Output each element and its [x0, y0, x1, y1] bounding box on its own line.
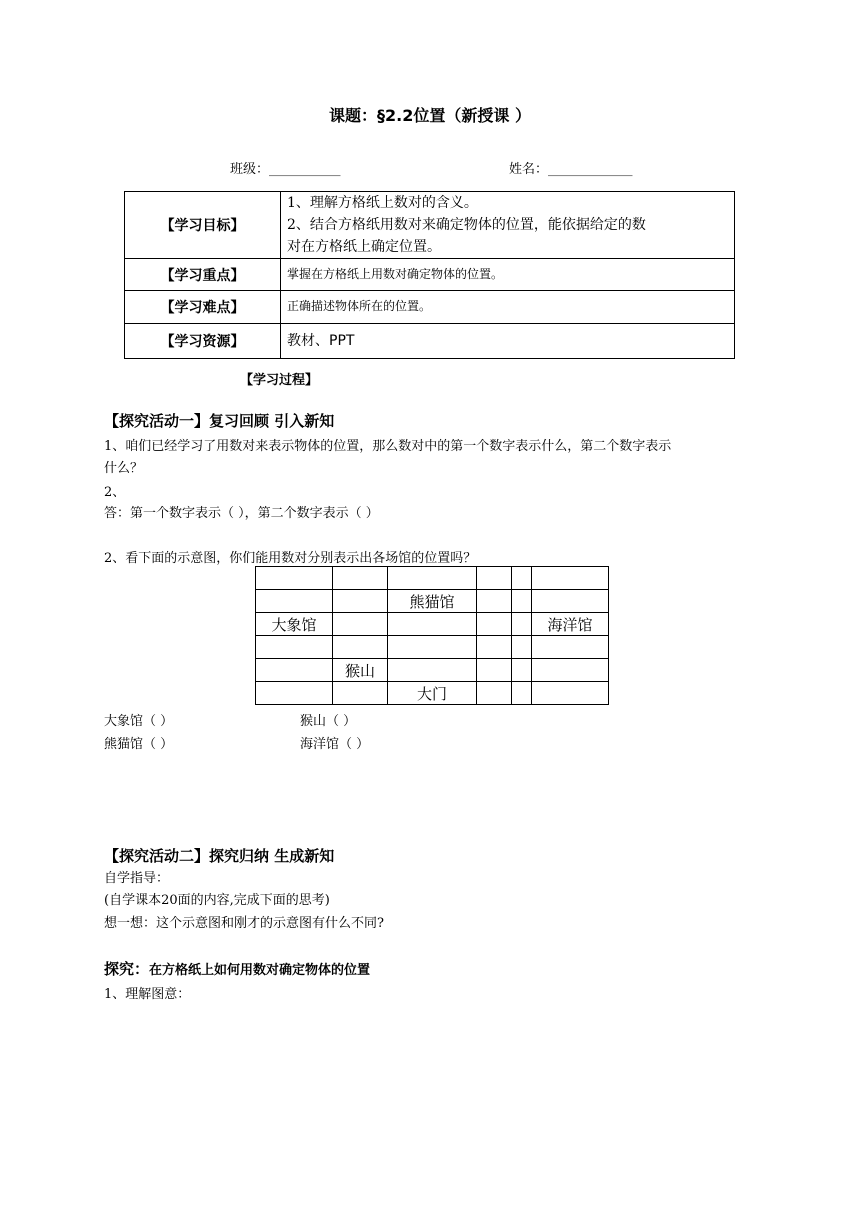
table-row — [125, 324, 735, 359]
question-2: 2、看下面的示意图，你们能用数对分别表示出各场馆的位置吗？ — [104, 551, 477, 566]
goal-line-2: 2、结合方格纸用数对来确定物体的位置，能依据给定的数 — [287, 217, 646, 233]
learning-goals-table — [124, 191, 735, 359]
question-1-line-2: 什么？ — [104, 461, 144, 476]
process-heading: 【学习过程】 — [240, 373, 319, 388]
goal-line-3: 对在方格纸上确定位置。 — [287, 239, 441, 255]
item-2-label: 2、 — [104, 485, 126, 500]
explore-text: 在方格纸上如何用数对确定物体的位置 — [149, 963, 371, 978]
grid-cell — [333, 682, 388, 705]
ocean-house-cell: 海洋馆 — [532, 613, 609, 636]
grid-cell — [477, 613, 512, 636]
grid-cell — [388, 659, 477, 682]
grid-row — [256, 613, 609, 636]
name-field-label: 姓名：_____________ — [509, 162, 633, 177]
table-row — [125, 192, 735, 259]
class-field-label: 班级：___________ — [230, 162, 341, 177]
key-points-text: 掌握在方格纸上用数对确定物体的位置。 — [287, 267, 504, 281]
self-study-label: 自学指导： — [104, 871, 170, 886]
grid-cell — [512, 590, 532, 613]
question-1-line-1: 1、咱们已经学习了用数对来表示物体的位置，那么数对中的第一个数字表示什么，第二个数字表示 — [104, 439, 672, 454]
grid-cell — [532, 682, 609, 705]
zoo-map-grid — [255, 566, 609, 705]
resources-label: 【学习资源】 — [125, 324, 281, 359]
grid-cell — [512, 613, 532, 636]
grid-cell — [333, 590, 388, 613]
grid-cell — [477, 590, 512, 613]
difficulty-text: 正确描述物体所在的位置。 — [287, 299, 432, 313]
self-study-instruction: (自学课本20面的内容,完成下面的思考) — [104, 893, 330, 908]
elephant-house-cell: 大象馆 — [256, 613, 333, 636]
monkey-answer-blank: 猴山（ ） — [300, 714, 357, 729]
grid-cell — [477, 682, 512, 705]
grid-cell — [512, 567, 532, 590]
answer-line: 答：第一个数字表示（ ），第二个数字表示（ ） — [104, 506, 379, 521]
activity1-heading: 【探究活动一】复习回顾 引入新知 — [104, 412, 335, 430]
grid-cell — [477, 659, 512, 682]
grid-cell — [333, 613, 388, 636]
grid-cell — [256, 636, 333, 659]
grid-cell — [256, 567, 333, 590]
goal-line-1: 1、理解方格纸上数对的含义。 — [287, 195, 478, 211]
grid-row — [256, 659, 609, 682]
grid-cell — [256, 659, 333, 682]
goals-content — [281, 192, 735, 259]
difficulty-label: 【学习难点】 — [125, 291, 281, 324]
grid-cell — [532, 590, 609, 613]
grid-cell — [333, 567, 388, 590]
grid-row — [256, 590, 609, 613]
explore-heading — [104, 958, 370, 979]
panda-answer-blank: 熊猫馆（ ） — [104, 737, 174, 752]
table-row — [125, 291, 735, 324]
grid-cell — [477, 567, 512, 590]
grid-cell — [388, 636, 477, 659]
key-points-content — [281, 259, 735, 291]
table-row — [125, 259, 735, 291]
difficulty-content — [281, 291, 735, 324]
grid-cell — [388, 613, 477, 636]
grid-cell — [512, 682, 532, 705]
resources-content — [281, 324, 735, 359]
grid-cell — [388, 567, 477, 590]
activity2-heading: 【探究活动二】探究归纳 生成新知 — [104, 847, 335, 865]
monkey-hill-cell: 猴山 — [333, 659, 388, 682]
grid-row — [256, 636, 609, 659]
explore-label: 探究： — [104, 960, 150, 978]
step-1-label: 1、理解图意： — [104, 987, 191, 1002]
grid-row — [256, 682, 609, 705]
grid-cell — [477, 636, 512, 659]
grid-cell — [512, 659, 532, 682]
resources-text: 教材、PPT — [287, 333, 355, 349]
grid-cell — [532, 567, 609, 590]
key-points-label: 【学习重点】 — [125, 259, 281, 291]
grid-cell — [256, 682, 333, 705]
panda-house-cell: 熊猫馆 — [388, 590, 477, 613]
elephant-answer-blank: 大象馆（ ） — [104, 714, 174, 729]
grid-cell — [256, 590, 333, 613]
think-question: 想一想：这个示意图和刚才的示意图有什么不同? — [104, 916, 384, 931]
goals-label: 【学习目标】 — [125, 192, 281, 259]
grid-cell — [512, 636, 532, 659]
ocean-answer-blank: 海洋馆（ ） — [300, 737, 370, 752]
main-gate-cell: 大门 — [388, 682, 477, 705]
grid-cell — [333, 636, 388, 659]
grid-cell — [532, 659, 609, 682]
grid-row — [256, 567, 609, 590]
grid-cell — [532, 636, 609, 659]
page-title: 课题：§2.2位置（新授课 ） — [329, 106, 531, 125]
